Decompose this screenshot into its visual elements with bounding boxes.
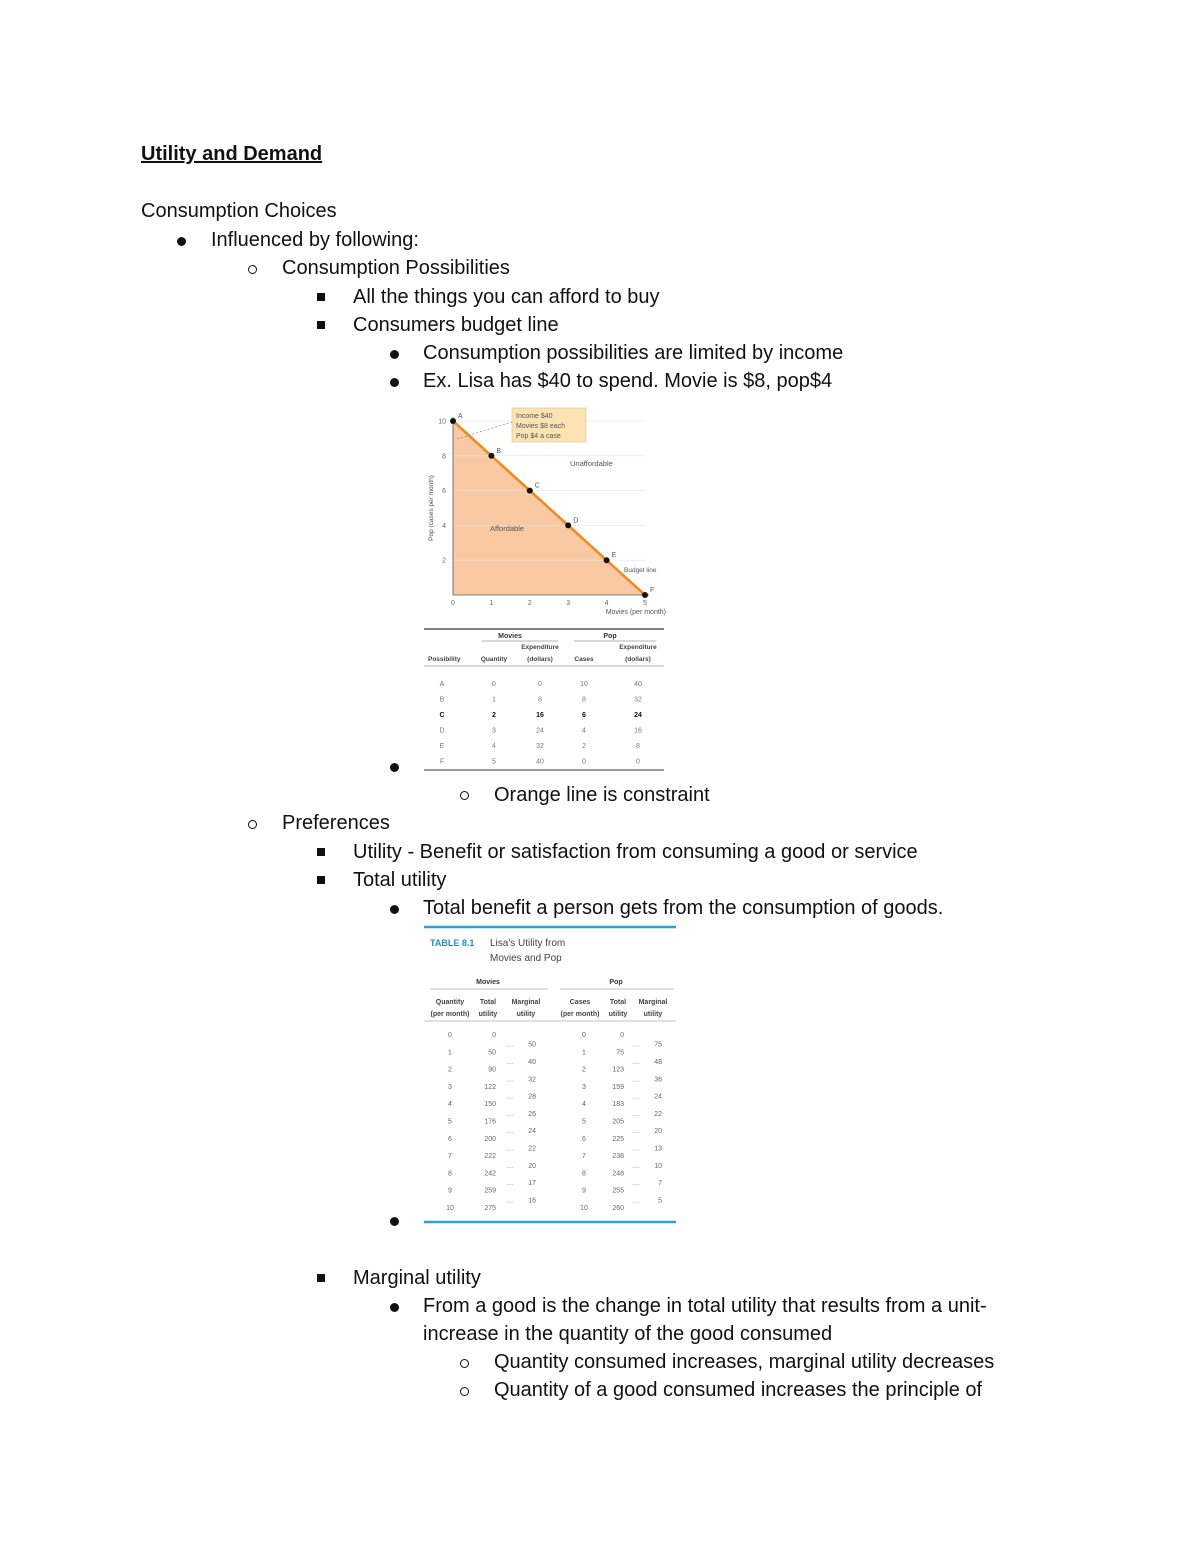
x-axis-title: Movies (per month) [605, 609, 666, 616]
table-cell: 225 [612, 1135, 624, 1143]
table-cell: 10 [654, 1162, 662, 1170]
table-cell: C [439, 712, 445, 719]
table-title: Movies and Pop [490, 953, 562, 964]
list-item: Orange line is constraint [494, 784, 710, 806]
list-item: Utility - Benefit or satisfaction from consuming a good or service [353, 841, 918, 863]
bullet-disc [390, 378, 399, 387]
unaffordable-label: Unaffordable [570, 459, 613, 468]
table-cell: 3 [492, 727, 496, 735]
x-tick-label: 1 [489, 600, 494, 607]
table-cell: 159 [612, 1083, 624, 1091]
column-header: utility [516, 1011, 536, 1018]
data-point [527, 488, 533, 494]
column-header: utility [608, 1011, 628, 1018]
table-cell: 2 [582, 1066, 586, 1074]
table-cell: 8 [582, 1170, 586, 1178]
table-cell: 40 [536, 758, 544, 766]
table-cell: 238 [612, 1153, 624, 1161]
table-cell: E [439, 743, 445, 750]
table-cell: 16 [536, 712, 544, 719]
bullet-disc [177, 237, 186, 246]
list-item: Consumption Possibilities [282, 257, 510, 279]
bullet-disc [390, 763, 399, 772]
table-cell: 0 [582, 758, 586, 766]
table-cell: A [439, 681, 445, 688]
x-tick-label: 3 [566, 600, 571, 607]
data-point [642, 592, 648, 598]
table-cell: 28 [528, 1093, 536, 1101]
table-cell: 26 [528, 1110, 536, 1118]
x-tick-label: 0 [451, 600, 455, 607]
marginal-dots: .... [632, 1058, 640, 1066]
table-cell: 183 [612, 1101, 624, 1109]
column-header: Marginal [638, 999, 668, 1006]
list-item: Influenced by following: [211, 229, 419, 251]
table-cell: 32 [528, 1076, 536, 1084]
table-cell: 6 [582, 1135, 586, 1143]
table-cell: 1 [448, 1049, 452, 1057]
column-header: Cases [574, 656, 594, 663]
table-cell: 0 [448, 1032, 452, 1039]
marginal-dots: .... [506, 1162, 514, 1170]
list-item: Total utility [353, 869, 447, 891]
list-item: Consumption possibilities are limited by income [423, 342, 844, 364]
list-item: increase in the quantity of the good consumed [423, 1323, 833, 1345]
y-tick-label: 10 [438, 418, 446, 426]
table-cell: 0 [582, 1032, 586, 1039]
marginal-dots: .... [506, 1041, 514, 1049]
table-cell: 36 [654, 1076, 662, 1084]
point-label: D [573, 517, 579, 525]
marginal-dots: .... [506, 1180, 514, 1188]
group-header: Pop [603, 633, 617, 640]
column-header: utility [478, 1011, 498, 1018]
table-cell: 150 [484, 1101, 496, 1109]
table-cell: 4 [582, 1101, 586, 1109]
point-label: B [496, 447, 502, 455]
marginal-dots: .... [506, 1145, 514, 1153]
column-header: Quantity [480, 656, 508, 663]
x-tick-label: 5 [643, 600, 647, 607]
table-cell: 5 [582, 1118, 586, 1126]
utility-table [424, 924, 680, 1226]
page-title: Utility and Demand [141, 143, 323, 165]
column-header: (dollars) [527, 656, 553, 663]
bullet-square [317, 848, 325, 856]
point-label: F [650, 587, 655, 594]
list-item: Preferences [282, 812, 390, 834]
column-header: Quantity [435, 999, 465, 1006]
point-label: A [458, 413, 463, 420]
list-item: From a good is the change in total utility that results from a unit- [423, 1295, 987, 1317]
table-cell: 8 [582, 696, 586, 704]
marginal-dots: .... [632, 1093, 640, 1101]
table-cell: 5 [658, 1197, 662, 1205]
marginal-dots: .... [506, 1058, 514, 1066]
table-cell: 259 [484, 1187, 496, 1195]
y-axis-title: Pop (cases per month) [428, 475, 435, 541]
y-tick-label: 8 [442, 453, 446, 461]
table-cell: 0 [492, 681, 496, 688]
table-cell: 9 [448, 1187, 452, 1195]
table-label: TABLE 8.1 [430, 938, 475, 948]
y-tick-label: 2 [442, 557, 446, 565]
list-item: Consumers budget line [353, 314, 559, 336]
table-cell: F [439, 758, 445, 766]
table-cell: 40 [528, 1058, 536, 1066]
table-cell: 22 [528, 1145, 536, 1153]
column-header: Expenditure [619, 644, 657, 651]
table-cell: 40 [634, 681, 642, 688]
table-cell: 24 [634, 712, 642, 719]
bullet-circle [248, 820, 257, 829]
table-cell: 24 [536, 727, 544, 735]
list-item: All the things you can afford to buy [353, 286, 660, 308]
info-line: Pop $4 a case [516, 433, 561, 440]
data-point [488, 453, 494, 459]
column-header: Cases [569, 999, 591, 1006]
table-cell: 248 [612, 1170, 624, 1178]
group-header: Pop [609, 979, 623, 986]
column-header: Marginal [511, 999, 541, 1006]
table-cell: 0 [620, 1032, 624, 1039]
x-tick-label: 2 [527, 600, 532, 607]
table-cell: 8 [538, 696, 542, 704]
table-cell: 10 [446, 1205, 454, 1212]
list-item: Total benefit a person gets from the consumption of goods. [423, 897, 944, 919]
table-cell: 7 [658, 1180, 662, 1188]
affordable-label: Affordable [490, 524, 525, 533]
table-cell: 3 [582, 1083, 586, 1091]
bullet-disc [390, 1217, 399, 1226]
table-cell: 176 [484, 1118, 496, 1126]
data-point [450, 418, 456, 424]
marginal-dots: .... [632, 1076, 640, 1084]
table-cell: 16 [634, 727, 642, 735]
table-cell: 4 [492, 743, 496, 750]
table-cell: 75 [654, 1041, 662, 1049]
bullet-circle [248, 265, 257, 274]
marginal-dots: .... [632, 1180, 640, 1188]
data-point [604, 557, 610, 563]
table-cell: 1 [492, 696, 496, 704]
column-header: utility [643, 1011, 663, 1018]
table-cell: 24 [654, 1093, 662, 1101]
marginal-dots: .... [506, 1093, 514, 1101]
table-cell: D [439, 727, 445, 735]
marginal-dots: .... [632, 1145, 640, 1153]
table-cell: 222 [484, 1153, 496, 1161]
table-cell: 24 [528, 1128, 536, 1136]
y-tick-label: 6 [442, 488, 446, 496]
table-title: Lisa's Utility from [490, 938, 566, 949]
bullet-circle [460, 791, 469, 800]
table-cell: 260 [612, 1205, 624, 1212]
bullet-square [317, 321, 325, 329]
bullet-square [317, 293, 325, 301]
table-cell: 32 [634, 696, 642, 704]
table-cell: 255 [612, 1187, 624, 1195]
list-item: Quantity of a good consumed increases the principle of [494, 1379, 983, 1401]
x-tick-label: 4 [604, 600, 609, 607]
table-cell: 5 [492, 758, 496, 766]
table-cell: 2 [582, 743, 586, 750]
column-header: Total [479, 999, 497, 1006]
table-cell: 4 [448, 1101, 452, 1109]
table-cell: 0 [636, 758, 640, 766]
group-header: Movies [476, 979, 500, 986]
table-cell: 16 [528, 1197, 536, 1205]
marginal-dots: .... [506, 1197, 514, 1205]
marginal-dots: .... [632, 1110, 640, 1118]
table-cell: 242 [484, 1170, 496, 1178]
table-cell: 0 [538, 681, 542, 688]
marginal-dots: .... [632, 1041, 640, 1049]
table-cell: 4 [582, 727, 586, 735]
bullet-circle [460, 1359, 469, 1368]
table-cell: 8 [448, 1170, 452, 1178]
table-cell: 90 [488, 1066, 496, 1074]
marginal-dots: .... [506, 1076, 514, 1084]
table-cell: 6 [448, 1135, 452, 1143]
bullet-disc [390, 350, 399, 359]
table-cell: 9 [582, 1187, 586, 1195]
bullet-disc [390, 905, 399, 914]
table-cell: 2 [492, 712, 496, 719]
bullet-disc [390, 1303, 399, 1312]
possibilities-table [424, 624, 670, 772]
table-cell: 50 [488, 1049, 496, 1057]
table-cell: 22 [654, 1110, 662, 1118]
table-cell: 75 [616, 1049, 624, 1057]
marginal-dots: .... [632, 1128, 640, 1136]
table-cell: 123 [612, 1066, 624, 1074]
table-cell: 10 [580, 681, 588, 688]
data-point [565, 522, 571, 528]
table-cell: 122 [484, 1083, 496, 1091]
column-header: Expenditure [521, 644, 559, 651]
list-item: Ex. Lisa has $40 to spend. Movie is $8, pop$4 [423, 370, 833, 392]
table-cell: B [439, 696, 445, 704]
budget-line-label: Budget line [624, 567, 657, 574]
table-cell: 7 [448, 1153, 452, 1161]
column-header: Possibility [428, 656, 461, 663]
column-header: (dollars) [625, 656, 651, 663]
table-cell: 20 [654, 1128, 662, 1136]
table-cell: 3 [448, 1083, 452, 1091]
table-cell: 13 [654, 1145, 662, 1153]
table-cell: 10 [580, 1205, 588, 1212]
section-heading: Consumption Choices [141, 200, 337, 222]
table-cell: 0 [492, 1032, 496, 1039]
table-cell: 205 [612, 1118, 624, 1126]
list-item: Marginal utility [353, 1267, 481, 1289]
point-label: E [611, 552, 617, 560]
bullet-square [317, 876, 325, 884]
budget-line-chart [424, 398, 670, 620]
table-cell: 5 [448, 1118, 452, 1126]
table-cell: 275 [484, 1205, 496, 1212]
marginal-dots: .... [632, 1197, 640, 1205]
bullet-square [317, 1274, 325, 1282]
marginal-dots: .... [632, 1162, 640, 1170]
table-cell: 2 [448, 1066, 452, 1074]
marginal-dots: .... [506, 1110, 514, 1118]
info-line: Movies $8 each [516, 423, 566, 430]
info-line: Income $40 [516, 413, 553, 420]
table-cell: 6 [582, 712, 586, 719]
list-item: Quantity consumed increases, marginal utility decreases [494, 1351, 995, 1373]
table-cell: 48 [654, 1058, 662, 1066]
group-header: Movies [498, 633, 522, 640]
column-header: Total [609, 999, 627, 1006]
table-cell: 20 [528, 1162, 536, 1170]
bullet-circle [460, 1387, 469, 1396]
table-cell: 17 [528, 1180, 536, 1188]
table-cell: 1 [582, 1049, 586, 1057]
table-cell: 7 [582, 1153, 586, 1161]
column-header: (per month) [560, 1011, 600, 1018]
point-label: C [534, 482, 540, 490]
column-header: (per month) [430, 1011, 470, 1018]
y-tick-label: 4 [442, 522, 446, 530]
marginal-dots: .... [506, 1128, 514, 1136]
table-cell: 200 [484, 1135, 496, 1143]
table-cell: 50 [528, 1041, 536, 1049]
table-cell: 32 [536, 743, 544, 750]
table-cell: 8 [636, 743, 640, 750]
